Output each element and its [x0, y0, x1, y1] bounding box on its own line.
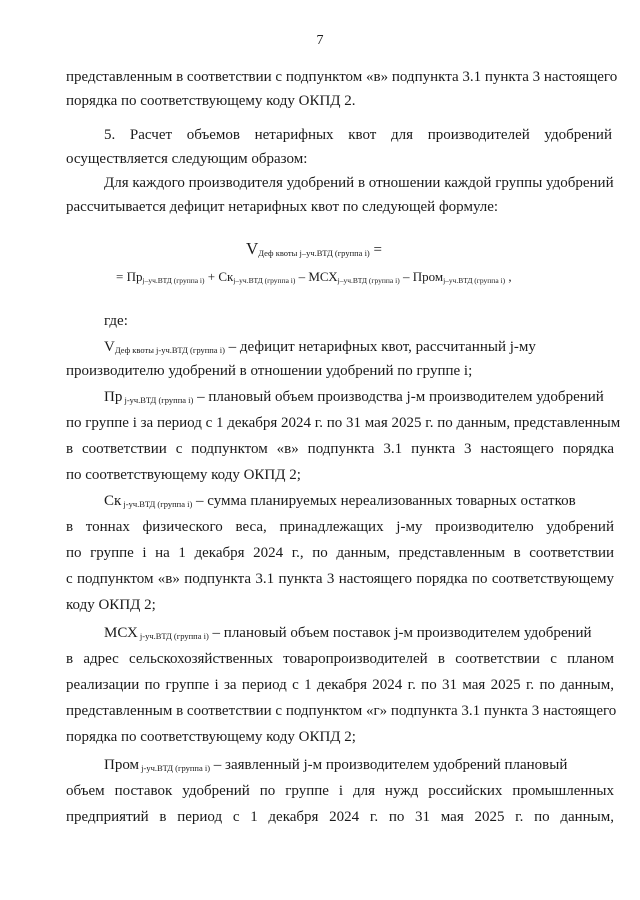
definition-symbol: Пр	[104, 389, 123, 405]
text-line: порядка по соответствующему коду ОКПД 2.	[66, 93, 356, 109]
formula-lhs-subscript: Деф квоты j–уч.ВТД (группа i)	[258, 248, 370, 258]
definition-subscript: Деф квоты j-уч.ВТД (группа i)	[114, 345, 225, 355]
definition-text: – плановый объем производства j-м производителем удобрений	[193, 389, 604, 405]
formula-end: ,	[505, 269, 512, 284]
formula-sub-prom: j–уч.ВТД (группа i)	[443, 276, 506, 285]
formula-sub-sk: j–уч.ВТД (группа i)	[233, 276, 296, 285]
formula-term-sk: + Ск	[204, 269, 234, 284]
definition-line: представленным в соответствии с подпунктом «г» подпункта 3.1 пункта 3 настоящего	[66, 703, 617, 719]
definition-line: предприятий в период с 1 декабря 2024 г. по 31 мая 2025 г. по данным,	[66, 809, 614, 825]
definition-text: – заявленный j-м производителем удобрений плановый	[210, 757, 568, 773]
definition-line: в тоннах физического веса, принадлежащих j-му производителю удобрений	[66, 519, 614, 535]
definition-first-line	[104, 388, 604, 409]
definition-first-line	[104, 624, 592, 645]
definition-subscript: j-уч.ВТД (группа i)	[122, 395, 194, 405]
definition-line: порядка по соответствующему коду ОКПД 2;	[66, 729, 356, 745]
text-line: где:	[104, 313, 128, 329]
definition-line: производителю удобрений в отношении удобрений по группе i;	[66, 363, 473, 379]
text-line: представленным в соответствии с подпунктом «в» подпункта 3.1 пункта 3 настоящего	[66, 69, 618, 85]
definition-line: коду ОКПД 2;	[66, 597, 156, 613]
formula-term-pr: = Пр	[116, 269, 143, 284]
formula-sub-pr: j–уч.ВТД (группа i)	[142, 276, 205, 285]
definition-line: объем поставок удобрений по группе i для нужд российских промышленных	[66, 783, 614, 799]
formula-sub-msh: j–уч.ВТД (группа i)	[337, 276, 400, 285]
text-line: Для каждого производителя удобрений в отношении каждой группы удобрений	[104, 175, 614, 191]
text-line: рассчитывается дефицит нетарифных квот по следующей формуле:	[66, 199, 499, 215]
definition-text: – сумма планируемых нереализованных товарных остатков	[192, 493, 576, 509]
definition-line: в адрес сельскохозяйственных товаропроизводителей в соответствии с планом	[66, 651, 614, 667]
formula-line-1	[246, 240, 382, 262]
page-number: 7	[316, 33, 324, 48]
definition-first-line	[104, 492, 576, 513]
definition-line: реализации по группе i за период с 1 декабря 2024 г. по 31 мая 2025 г. по данным,	[66, 677, 614, 693]
definition-first-line	[104, 338, 536, 359]
definition-symbol: МСХ	[104, 625, 138, 641]
text-line: осуществляется следующим образом:	[66, 151, 308, 167]
definition-symbol: Ск	[104, 493, 122, 509]
definition-line: по соответствующему коду ОКПД 2;	[66, 467, 301, 483]
definition-subscript: j-уч.ВТД (группа i)	[137, 631, 209, 641]
definition-line: по группе i за период с 1 декабря 2024 г. по 31 мая 2025 г. по данным, представленным	[66, 415, 621, 431]
definition-line: в соответствии с подпунктом «в» подпункта 3.1 пункта 3 настоящего порядка	[66, 441, 614, 457]
definition-subscript: j-уч.ВТД (группа i)	[139, 763, 211, 773]
definition-symbol: Пром	[104, 757, 140, 773]
formula-lhs-symbol: V	[246, 239, 259, 258]
formula-term-prom: – Пром	[399, 269, 444, 284]
formula-term-msh: – МСХ	[295, 269, 338, 284]
definition-line: с подпунктом «в» подпункта 3.1 пункта 3 настоящего порядка по соответствующему	[66, 571, 614, 587]
definition-first-line	[104, 756, 567, 777]
formula-line-2	[116, 268, 512, 290]
definition-subscript: j-уч.ВТД (группа i)	[121, 499, 193, 509]
definition-symbol: V	[104, 339, 115, 355]
definition-text: – дефицит нетарифных квот, рассчитанный j-му	[224, 339, 536, 355]
text-line: 5. Расчет объемов нетарифных квот для производителей удобрений	[104, 127, 612, 143]
definition-text: – плановый объем поставок j-м производителем удобрений	[208, 625, 592, 641]
formula-equals: =	[369, 242, 382, 258]
definition-line: по группе i на 1 декабря 2024 г., по данным, представленным в соответствии	[66, 545, 614, 561]
